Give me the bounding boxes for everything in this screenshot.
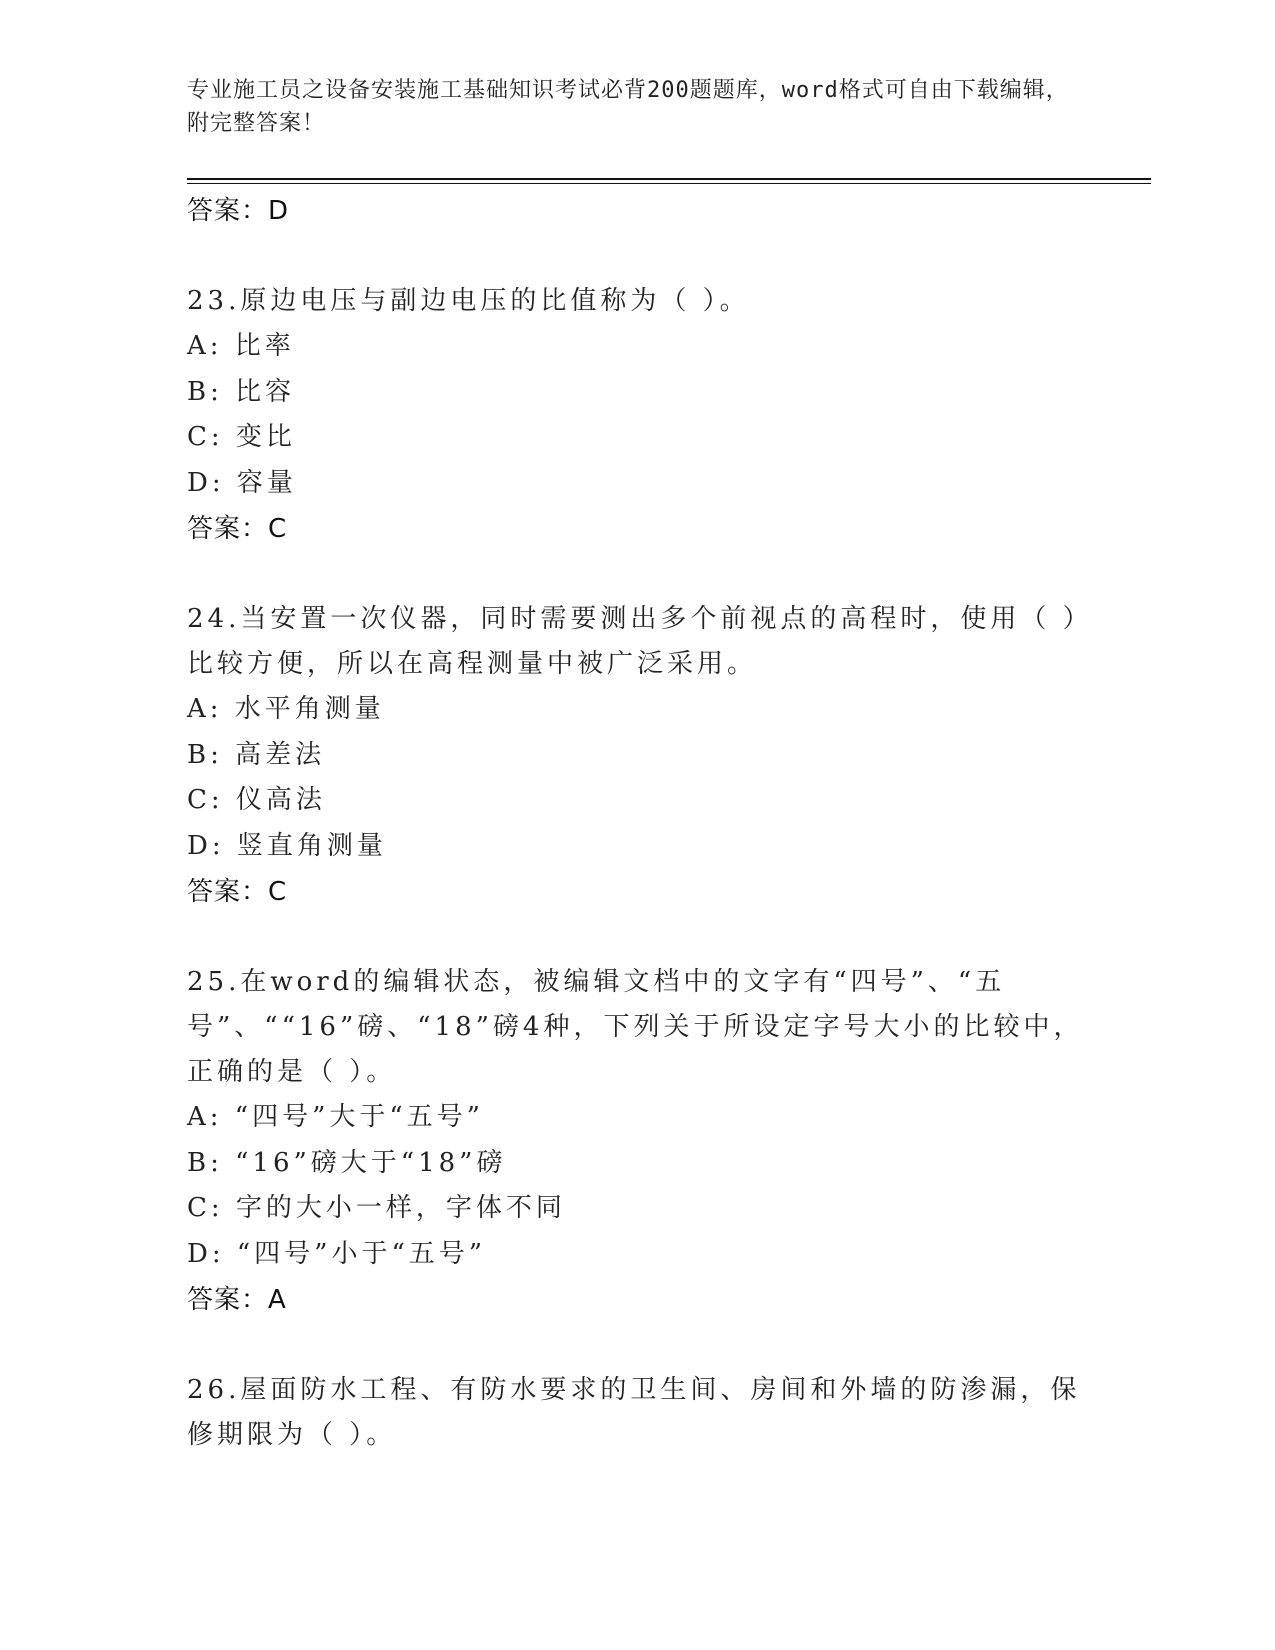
question-text: 26.屋面防水工程、有防水要求的卫生间、房间和外墙的防渗漏，保修期限为（ ）。 <box>187 1375 1081 1450</box>
option-a: A: “四号”大于“五号” <box>187 1102 484 1132</box>
option-b: B: 比容 <box>187 376 296 407</box>
question-text: 23.原边电压与副边电压的比值称为（ ）。 <box>187 286 750 316</box>
question-26 <box>187 1368 1087 1458</box>
option-c: C: 仪高法 <box>187 785 326 815</box>
spacer <box>187 915 1087 960</box>
option-a: A: 水平角测量 <box>187 694 385 724</box>
answer-line: 答案：C <box>187 514 288 544</box>
question-24 <box>187 597 1087 915</box>
option-d: D: “四号”小于“五号” <box>187 1238 487 1269</box>
answer-line: 答案：D <box>187 196 290 226</box>
option-d: D: 竖直角测量 <box>187 830 387 861</box>
header-rule-thin <box>187 183 1151 184</box>
question-list <box>187 188 1087 1458</box>
question-23 <box>187 279 1087 552</box>
answer-line: 答案：C <box>187 877 288 907</box>
option-c: C: 变比 <box>187 422 296 452</box>
question-text: 25.在word的编辑状态，被编辑文档中的文字有“四号”、“五号”、““16”磅、“18”磅4种，下列关于所设定字号大小的比较中，正确的是（ ）。 <box>187 967 1084 1087</box>
question-25 <box>187 960 1087 1323</box>
option-c: C: 字的大小一样，字体不同 <box>187 1193 566 1223</box>
document-title: 专业施工员之设备安装施工基础知识考试必背200题题库，word格式可自由下载编辑，附完整答案！ <box>187 78 1069 136</box>
answer-line: 答案：A <box>187 1285 287 1315</box>
option-a: A: 比率 <box>187 331 295 361</box>
spacer <box>187 1323 1087 1368</box>
option-d: D: 容量 <box>187 467 297 498</box>
spacer <box>187 234 1087 279</box>
question-text: 24.当安置一次仪器，同时需要测出多个前视点的高程时，使用（ ）比较方便，所以在高程测量中被广泛采用。 <box>187 604 1080 679</box>
spacer <box>187 552 1087 597</box>
option-b: B: “16”磅大于“18”磅 <box>187 1147 507 1178</box>
header-rule-thick <box>187 178 1151 180</box>
option-b: B: 高差法 <box>187 739 326 770</box>
